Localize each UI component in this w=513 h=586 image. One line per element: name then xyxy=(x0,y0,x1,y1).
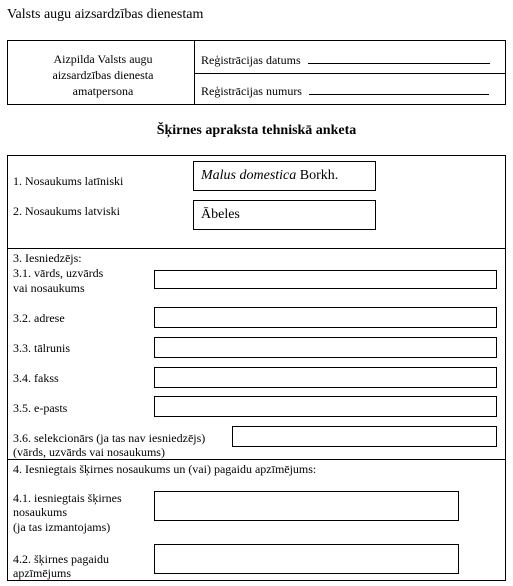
applicant-email-label: 3.5. e-pasts xyxy=(13,401,68,415)
applicant-phone-label: 3.3. tālrunis xyxy=(13,341,70,355)
submitted-name-label-3: (ja tas izmantojams) xyxy=(13,520,111,534)
official-label: Aizpilda Valsts augu aizsardzības dienesta amatpersona xyxy=(52,52,154,98)
latin-name-label: 1. Nosaukums latīniski xyxy=(13,174,124,188)
registration-divider-horizontal xyxy=(194,73,505,74)
breeder-label-2: (vārds, uzvārds vai nosaukums) xyxy=(13,445,165,459)
latin-name-field[interactable] xyxy=(193,161,376,191)
temp-designation-label-2: apzīmējums xyxy=(13,566,71,580)
variety-heading: 4. Iesniegtais šķirnes nosaukums un (vai) pagaidu apzīmējums: xyxy=(13,462,317,476)
temp-designation-field[interactable] xyxy=(154,544,459,574)
breeder-field[interactable] xyxy=(232,426,497,447)
applicant-address-field[interactable] xyxy=(154,307,497,328)
latvian-name-value: Ābeles xyxy=(201,207,240,222)
registration-number-row xyxy=(201,83,489,98)
applicant-fax-field[interactable] xyxy=(154,367,497,388)
latvian-name-label: 2. Nosaukums latviski xyxy=(13,204,120,218)
latin-name-value xyxy=(201,168,338,184)
applicant-name-label-2: vai nosaukums xyxy=(13,281,85,295)
registration-box xyxy=(7,40,506,105)
addressee: Valsts augu aizsardzības dienestam xyxy=(7,7,204,22)
applicant-name-field[interactable] xyxy=(154,270,497,289)
temp-designation-label-1: 4.2. šķirnes pagaidu xyxy=(13,552,109,566)
applicant-address-label: 3.2. adrese xyxy=(13,311,65,325)
applicant-name-label-1: 3.1. vārds, uzvārds xyxy=(13,266,104,280)
applicant-phone-field[interactable] xyxy=(154,337,497,358)
latin-name-italic: Malus domestica xyxy=(201,168,297,183)
applicant-email-field[interactable] xyxy=(154,396,497,417)
applicant-fax-label: 3.4. fakss xyxy=(13,371,59,385)
submitted-name-label-1: 4.1. iesniegtais šķirnes xyxy=(13,491,122,505)
section-divider-2 xyxy=(7,459,506,460)
registration-date-row xyxy=(201,52,490,67)
latin-name-author: Borkh. xyxy=(296,168,339,183)
registration-date-field[interactable] xyxy=(308,52,490,64)
section-divider-1 xyxy=(7,248,506,249)
registration-number-label: Reģistrācijas numurs xyxy=(201,84,302,98)
latvian-name-field[interactable] xyxy=(193,200,376,230)
applicant-heading: 3. Iesniedzējs: xyxy=(13,251,82,265)
registration-date-label: Reģistrācijas datums xyxy=(201,53,301,67)
breeder-label-1: 3.6. selekcionārs (ja tas nav iesniedzējs) xyxy=(13,431,206,445)
form-title: Šķirnes apraksta tehniskā anketa xyxy=(156,123,357,138)
submitted-name-label-2: nosaukums xyxy=(13,505,67,519)
submitted-name-field[interactable] xyxy=(154,491,459,521)
registration-number-field[interactable] xyxy=(309,83,489,95)
